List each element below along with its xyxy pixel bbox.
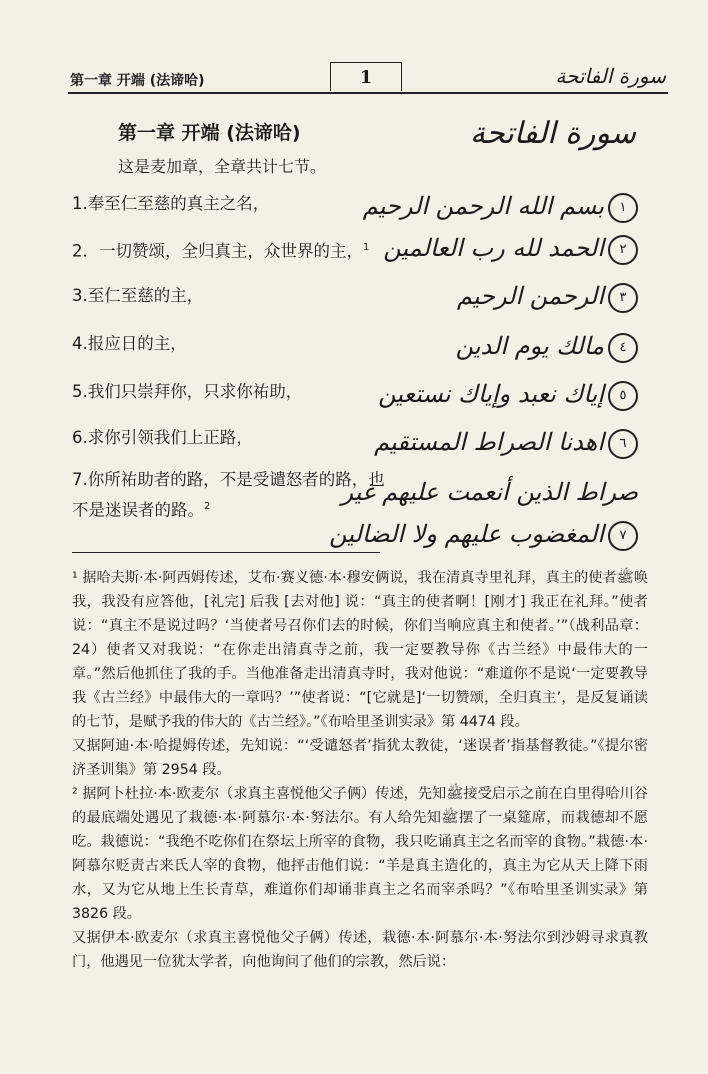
verse-arabic: إياك نعبد وإياك نستعين ٥ bbox=[378, 380, 638, 411]
chapter-title: 第一章 开端 (法谛哈) bbox=[118, 122, 301, 144]
verse-chinese: 7.你所祐助者的路，不是受谴怒者的路，也不是迷误者的路。$^2$ bbox=[72, 470, 385, 520]
footnote-divider bbox=[72, 552, 380, 553]
verse-number-marker: ٦ bbox=[608, 429, 638, 459]
page-number: 1 bbox=[330, 62, 402, 91]
footnote-1: ¹ 据哈夫斯·本·阿西姆传述，艾布·赛义德·本·穆安俩说，我在清真寺里礼拜，真主的使者ﷺ唤我，我没有应答他，[礼完] 后我 [去对他] 说：“真主的使者啊！[刚才] 我正在礼拜。”使者说：“真主不是说过吗？‘当使者号召你们去的时候，你们当响应真主和使者。’”（战利品章：24）使者又对我说：“在你走出清真寺之前，我一定要教导你《古兰经》中最伟大的一章。”然后他抓住了我的手。当他准备走出清真寺时，我对他说：“难道你不是说‘一定要教导我《古兰经》中最伟大的一章吗？’”使者说：“[它就是]‘一切赞颂，全归真主’，是反复诵读的七节，是赋予我的伟大的《古兰经》。”《布哈里圣训实录》第 4474 段。 bbox=[72, 570, 648, 730]
verse-chinese: 4.报应日的主， bbox=[72, 334, 187, 353]
verse-number-marker: ٣ bbox=[608, 283, 638, 313]
verse-arabic: الحمد لله رب العالمين ٢ bbox=[383, 234, 638, 265]
footnote-1-continued: 又据阿迪·本·哈提姆传述，先知说：“‘受谴怒者’指犹太教徒，‘迷误者’指基督教徒。”《提尔密济圣训集》第 2954 段。 bbox=[72, 738, 648, 778]
header-chapter-label: 第一章 开端 (法谛哈) bbox=[70, 73, 205, 89]
verse-chinese: 5.我们只崇拜你，只求你祐助， bbox=[72, 382, 303, 401]
verse-chinese: 2．一切赞颂，全归真主，众世界的主，$^1$ bbox=[72, 241, 370, 261]
verse-number-marker: ١ bbox=[608, 193, 638, 223]
verse-chinese: 1.奉至仁至慈的真主之名， bbox=[72, 194, 270, 213]
verse-arabic: الرحمن الرحيم ٣ bbox=[457, 282, 638, 313]
verse-number-marker: ٢ bbox=[608, 235, 638, 265]
footnote-2: ² 据阿卜杜拉·本·欧麦尔（求真主喜悦他父子俩）传述，先知ﷺ接受启示之前在白里得哈川谷的最底端处遇见了栽德·本·阿慕尔·本·努法尔。有人给先知ﷺ摆了一桌筵席，而栽德却不愿吃。栽德说：“我绝不吃你们在祭坛上所宰的食物，我只吃诵真主之名而宰的食物。”栽德·本·阿慕尔贬责古来氏人宰的食物，他抨击他们说：“羊是真主造化的，真主为它从天上降下雨水，又为它从地上生长青草，难道你们却诵非真主之名而宰杀吗？”《布哈里圣训实录》第 3826 段。 bbox=[72, 786, 648, 922]
verse-number-marker: ٧ bbox=[608, 521, 638, 551]
header-arabic-title: سورة الفاتحة bbox=[555, 64, 666, 88]
verse-number-marker: ٤ bbox=[608, 333, 638, 363]
verse-arabic: اهدنا الصراط المستقيم ٦ bbox=[374, 428, 638, 459]
footnote-ref: 2 bbox=[204, 501, 211, 512]
footnote-2-continued: 又据伊本·欧麦尔（求真主喜悦他父子俩）传述，栽德·本·阿慕尔·本·努法尔到沙姆寻求真教门，他遇见一位犹太学者，向他询问了他们的宗教，然后说： bbox=[72, 930, 648, 970]
verse-arabic: صراط الذين أنعمت عليهم غير bbox=[341, 478, 638, 506]
verse-chinese: 3.至仁至慈的主， bbox=[72, 286, 204, 305]
verse-chinese: 6.求你引领我们上正路， bbox=[72, 428, 253, 447]
verse-arabic: بسم الله الرحمن الرحيم ١ bbox=[363, 192, 638, 223]
footnotes bbox=[72, 566, 648, 974]
verse-arabic: مالك يوم الدين ٤ bbox=[456, 332, 638, 363]
footnote-ref: 1 bbox=[363, 242, 370, 253]
running-header bbox=[68, 64, 668, 94]
arabic-chapter-title: سورة الفاتحة bbox=[470, 116, 636, 151]
chapter-intro: 这是麦加章，全章共计七节。 bbox=[118, 157, 327, 176]
verse-arabic-continuation: المغضوب عليهم ولا الضالين ٧ bbox=[329, 520, 638, 551]
verse-number-marker: ٥ bbox=[608, 381, 638, 411]
